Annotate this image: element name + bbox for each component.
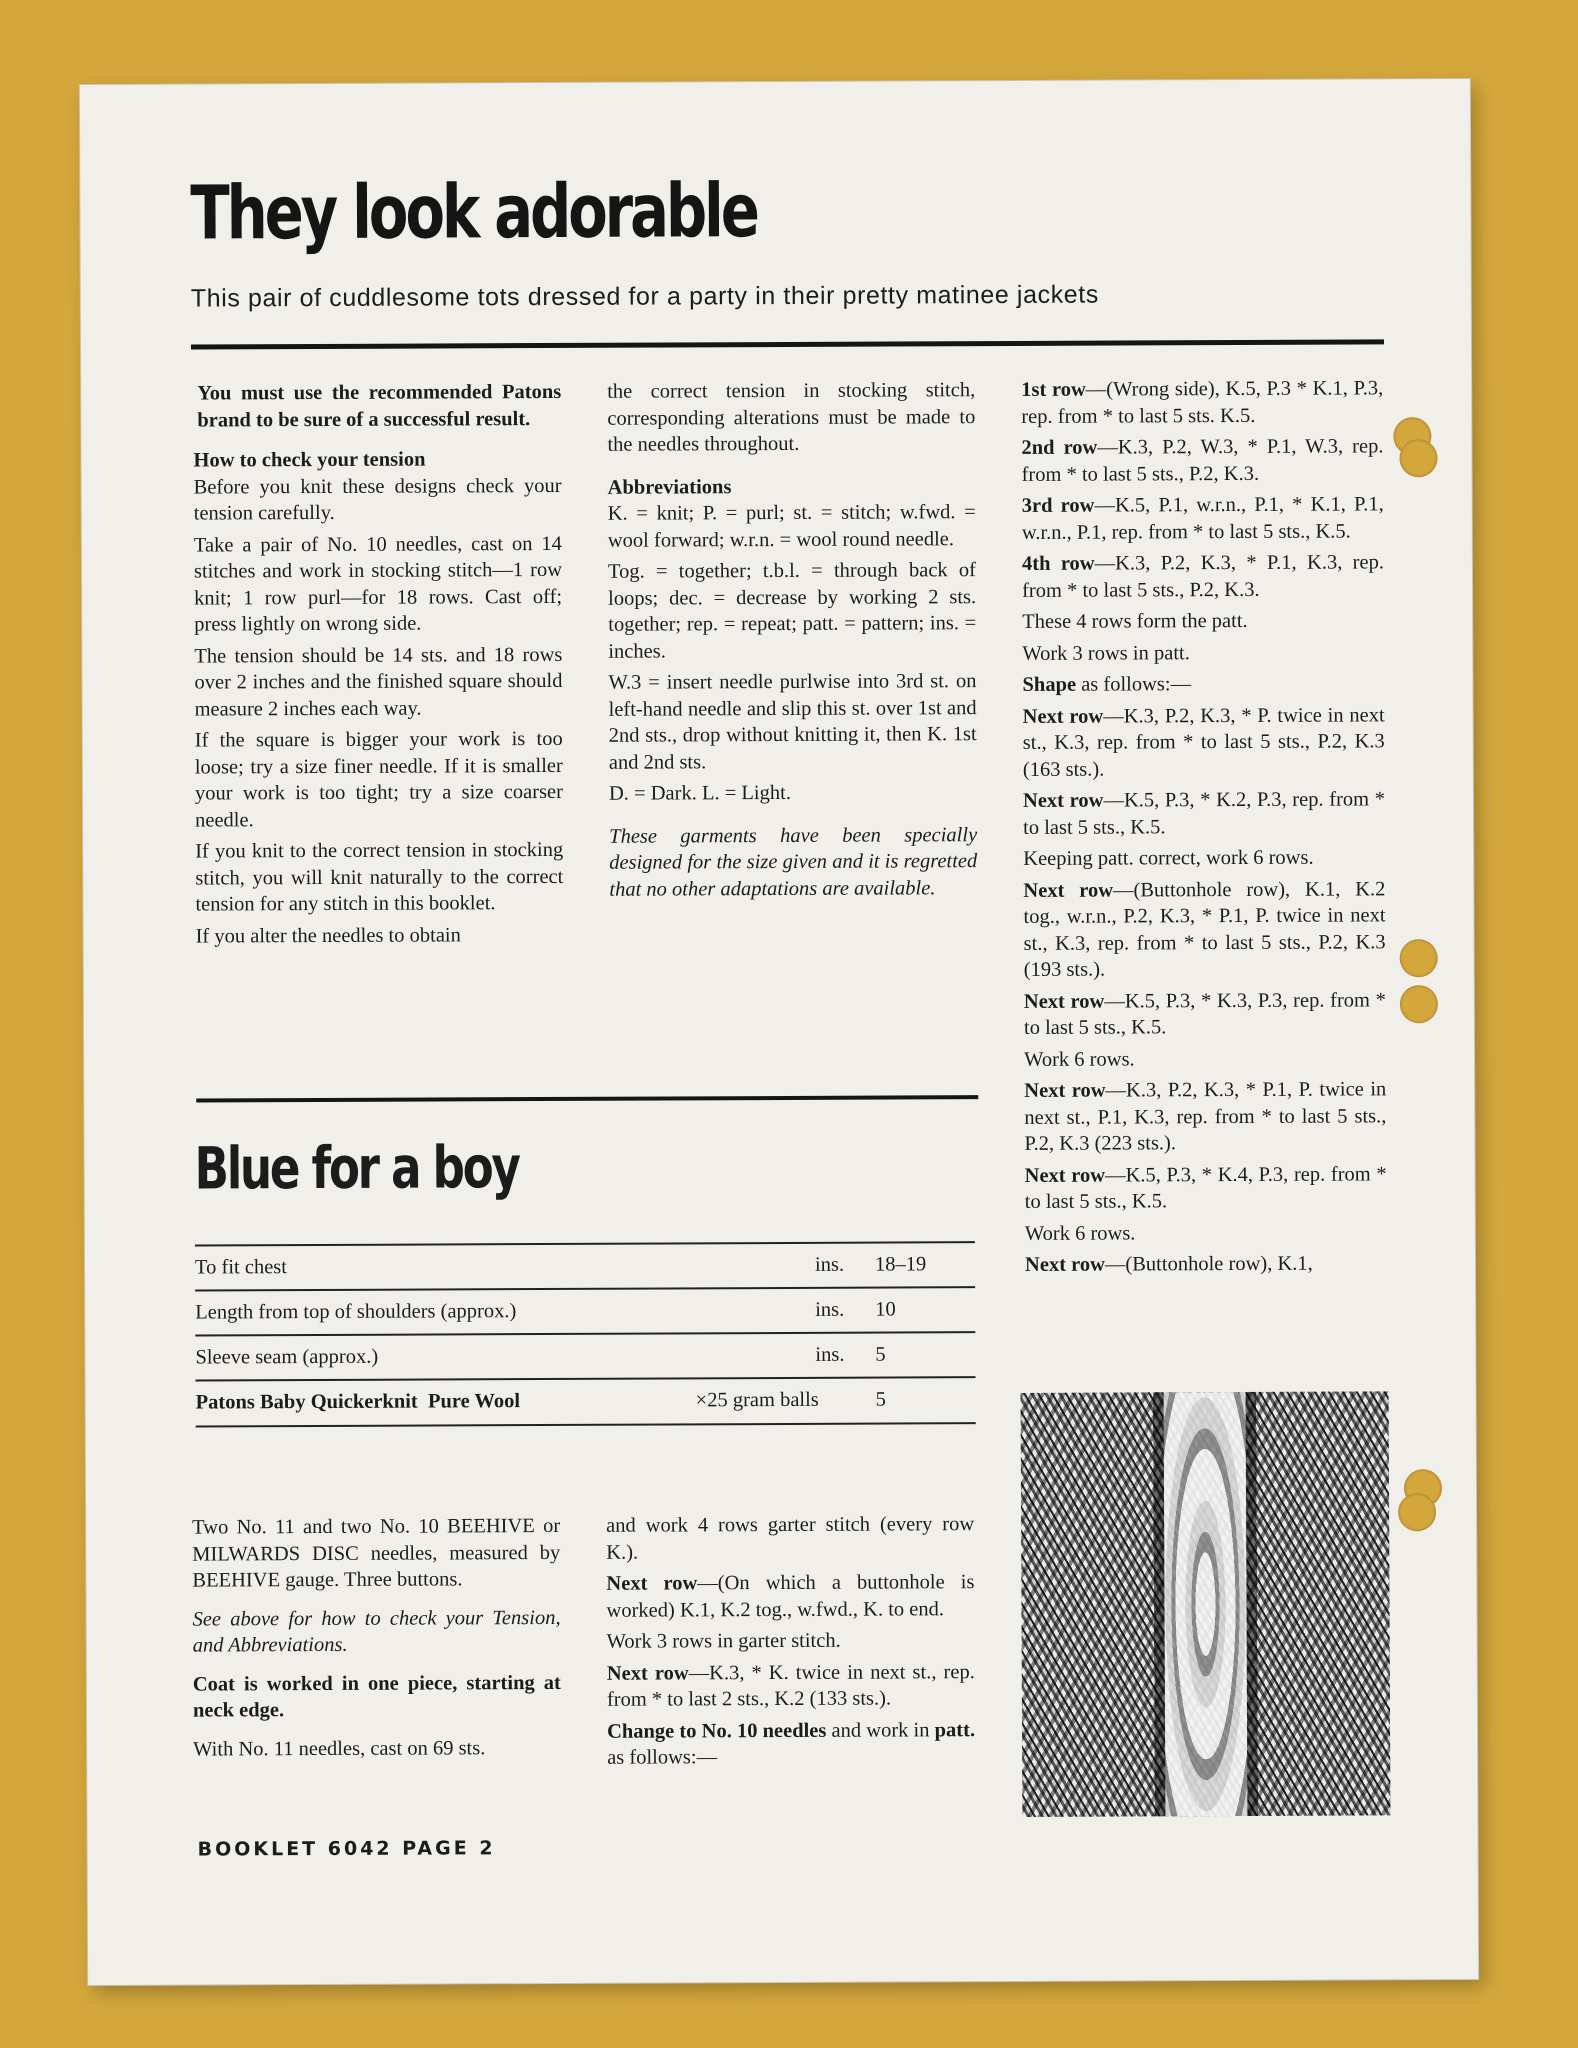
punch-hole	[1398, 1493, 1436, 1531]
stitch-swatch-photo	[1021, 1391, 1391, 1817]
spec-value: 5	[875, 1343, 886, 1366]
pattern-row	[1023, 876, 1385, 984]
abbreviations-heading: Abbreviations	[607, 475, 732, 499]
spec-row	[195, 1331, 975, 1380]
row-label: Next row	[606, 1661, 689, 1685]
pattern-text: Work 6 rows.	[1024, 1047, 1135, 1071]
pattern-row	[1022, 491, 1384, 546]
row-text: side), K.5, P.3 * K.1, P.3, rep. from * to last 5 sts. K.5.	[1021, 377, 1384, 428]
spec-label: To fit chest	[194, 1256, 288, 1279]
row-label: 3rd row	[1021, 494, 1095, 517]
spec-row	[195, 1286, 975, 1335]
row-text: —K.3, P.2, K.3, * P. twice in next st., K.3, rep. from * to last 5 sts., P.2, K.3 (163 sts.).	[1022, 703, 1385, 781]
row-label: patt.	[934, 1718, 976, 1741]
spec-unit: ins.	[815, 1343, 845, 1366]
pattern-row	[1025, 1250, 1387, 1278]
abbreviation-entry: Tog. = together; t.b.l. = through back of loops; dec. = decrease by working 2 sts. together; rep. = repeat; patt. = pattern; ins. = inches.	[607, 559, 977, 663]
row-label: 1st row	[1021, 378, 1086, 401]
page-title: They look adorable	[190, 168, 757, 257]
pattern-row	[1024, 987, 1386, 1042]
row-label: 2nd row	[1021, 436, 1098, 459]
spec-value: 5	[875, 1388, 886, 1411]
spec-label: Sleeve seam (approx.)	[195, 1345, 379, 1369]
row-text: —K.3, P.2, K.3, * P.1, K.3, rep. from * to last 5 sts., P.2, K.3.	[1022, 551, 1385, 602]
spec-row	[195, 1241, 975, 1290]
pattern-text: Work 3 rows in patt.	[1022, 641, 1190, 665]
instruction-text: Work 3 rows in garter stitch.	[606, 1629, 841, 1653]
cast-on-text: With No. 11 needles, cast on 69 sts.	[193, 1736, 486, 1761]
pattern-column	[1021, 375, 1387, 1283]
pattern-row	[1023, 786, 1385, 841]
section-rule	[196, 1095, 978, 1102]
tension-continued: the correct tension in stocking stitch, corresponding alterations must be made to the needles throughout.	[607, 379, 976, 456]
row-text: —K.3, P.2, K.3, * P.1, P. twice in next st., P.1, K.3, rep. from * to last 5 sts., P.2, K.3 (223 sts.).	[1024, 1078, 1387, 1155]
brand-notice: You must use the recommended Patons brand to be sure of a successful result.	[197, 380, 562, 432]
page-footer: BOOKLET 6042 PAGE 2	[197, 1837, 496, 1861]
pattern-row	[1022, 670, 1384, 698]
instruction-row	[607, 1717, 975, 1772]
punch-hole	[1399, 439, 1437, 477]
section-heading: Blue for a boy	[194, 1133, 519, 1203]
row-label: Next row	[1024, 1164, 1106, 1187]
row-text: —K.3, * K. twice in next st., rep. from * to last 2 sts., K.2 (133 sts.).	[606, 1660, 975, 1711]
row-label: Next row	[1023, 879, 1114, 902]
materials-text: Two No. 11 and two No. 10 BEEHIVE or MILWARDS DISC needles, measured by BEEHIVE gauge. Three buttons.	[192, 1514, 561, 1592]
spec-unit: ×25 gram balls	[695, 1388, 819, 1412]
row-text: —(Buttonhole row), K.1, K.2 tog., w.r.n., P.2, K.3, * P.1, P. twice in next st., K.3, rep. from * to last 5 sts., P.2, K.3 (193 sts.).	[1023, 877, 1386, 981]
abbreviations-column	[607, 377, 977, 908]
construction-note: Coat is worked in one piece, starting at neck edge.	[192, 1671, 561, 1722]
pattern-text: Keeping patt. correct, work 6 rows.	[1023, 846, 1314, 870]
abbreviation-entry: D. = Dark. L. = Light.	[608, 781, 791, 805]
tension-paragraph: If you knit to the correct tension in stocking stitch, you will knit naturally to the correct tension for any stitch in this booklet.	[195, 838, 564, 916]
abbreviation-entry: W.3 = insert needle purlwise into 3rd st. on left-hand needle and slip this st. over 1st and 2nd sts., drop without knitting it, then K. 1st and 2nd sts.	[608, 670, 977, 774]
instruction-row	[606, 1569, 974, 1624]
page-subtitle: This pair of cuddlesome tots dressed for a party in their pretty matinee jackets	[190, 280, 1099, 313]
row-label: 4th row	[1021, 552, 1095, 575]
pattern-text: Work 6 rows.	[1024, 1221, 1136, 1245]
booklet-page	[80, 79, 1478, 1985]
tension-paragraph: If the square is bigger your work is too loose; try a size finer needle. If it is smaller your work is too tight; try a size coarser needle.	[194, 727, 563, 832]
instructions-column	[606, 1511, 975, 1776]
pattern-row	[1022, 549, 1384, 604]
row-label: Shape	[1022, 673, 1077, 696]
row-label: Next row	[1023, 990, 1105, 1013]
pattern-row	[1025, 1161, 1387, 1216]
row-text: —K.5, P.1, w.r.n., P.1, * K.1, P.1, w.r.n., P.1, rep. from * to last 5 sts., K.5.	[1021, 493, 1384, 544]
instruction-text: and work 4 rows garter stitch (every row K.).	[606, 1513, 975, 1564]
tension-column	[193, 379, 564, 955]
pattern-row	[1024, 1076, 1386, 1157]
punch-hole	[1400, 985, 1438, 1023]
spec-label: Patons Baby Quickerknit Pure Wool	[195, 1390, 521, 1414]
row-text: —(Buttonhole row), K.1,	[1104, 1252, 1313, 1276]
spec-unit: ins.	[814, 1253, 845, 1276]
materials-column	[192, 1513, 561, 1768]
spec-value: 18–19	[874, 1253, 927, 1276]
pattern-row	[1021, 375, 1383, 430]
spec-label: Length from top of shoulders (approx.)	[195, 1300, 517, 1324]
row-text: —K.5, P.3, * K.3, P.3, rep. from * to last 5 sts., K.5.	[1023, 988, 1386, 1039]
row-text: —K.5, P.3, * K.2, P.3, rep. from * to last 5 sts., K.5.	[1023, 788, 1386, 839]
spec-unit: ins.	[815, 1298, 845, 1321]
punch-hole	[1400, 939, 1438, 977]
instruction-row	[607, 1659, 975, 1714]
title-rule	[191, 339, 1384, 349]
row-label: Next row	[1022, 789, 1104, 812]
spec-value: 10	[875, 1298, 896, 1321]
tension-heading: How to check your tension	[193, 448, 426, 472]
pattern-row	[1021, 433, 1383, 488]
row-text: as follows:—	[607, 1746, 718, 1769]
row-label-suffix: —(Wrong	[1085, 378, 1170, 401]
row-text: —K.5, P.3, * K.4, P.3, rep. from * to last 5 sts., K.5.	[1024, 1162, 1387, 1213]
row-text: —(On which a buttonhole is worked) K.1, K.2 tog., w.fwd., K. to end.	[606, 1571, 975, 1622]
tension-paragraph: The tension should be 14 sts. and 18 rows over 2 inches and the finished square should measure 2 inches each way.	[194, 643, 563, 721]
tension-paragraph: If you alter the needles to obtain	[195, 923, 461, 948]
row-label: Next row	[1024, 1253, 1105, 1276]
row-label: Next row	[1024, 1079, 1106, 1102]
pattern-text: These 4 rows form the patt.	[1022, 609, 1248, 633]
row-label: Next row	[606, 1572, 698, 1595]
spec-row	[196, 1376, 976, 1427]
tension-paragraph: Before you knit these designs check your tension carefully.	[193, 474, 562, 525]
reference-note: See above for how to check your Tension, and Abbreviations.	[192, 1606, 561, 1657]
adaptation-note: These garments have been specially designed for the size given and it is regretted that no other adaptations are available.	[609, 823, 978, 901]
row-label: Next row	[1022, 705, 1104, 728]
row-text: as follows:—	[1076, 673, 1192, 696]
cable-stitch-detail	[1164, 1392, 1248, 1816]
row-text: and work in	[826, 1718, 935, 1742]
pattern-row	[1023, 702, 1385, 783]
row-label: Change to No. 10 needles	[607, 1719, 827, 1743]
row-text: —K.3, P.2, W.3, * P.1, W.3, rep. from * to last 5 sts., P.2, K.3.	[1021, 435, 1384, 486]
tension-paragraph: Take a pair of No. 10 needles, cast on 14 stitches and work in stocking stitch—1 row knit; 1 row purl—for 18 rows. Cast off; press lightly on wrong side.	[193, 532, 563, 636]
abbreviation-entry: K. = knit; P. = purl; st. = stitch; w.fwd. = wool forward; w.r.n. = wool round needle.	[607, 501, 976, 552]
